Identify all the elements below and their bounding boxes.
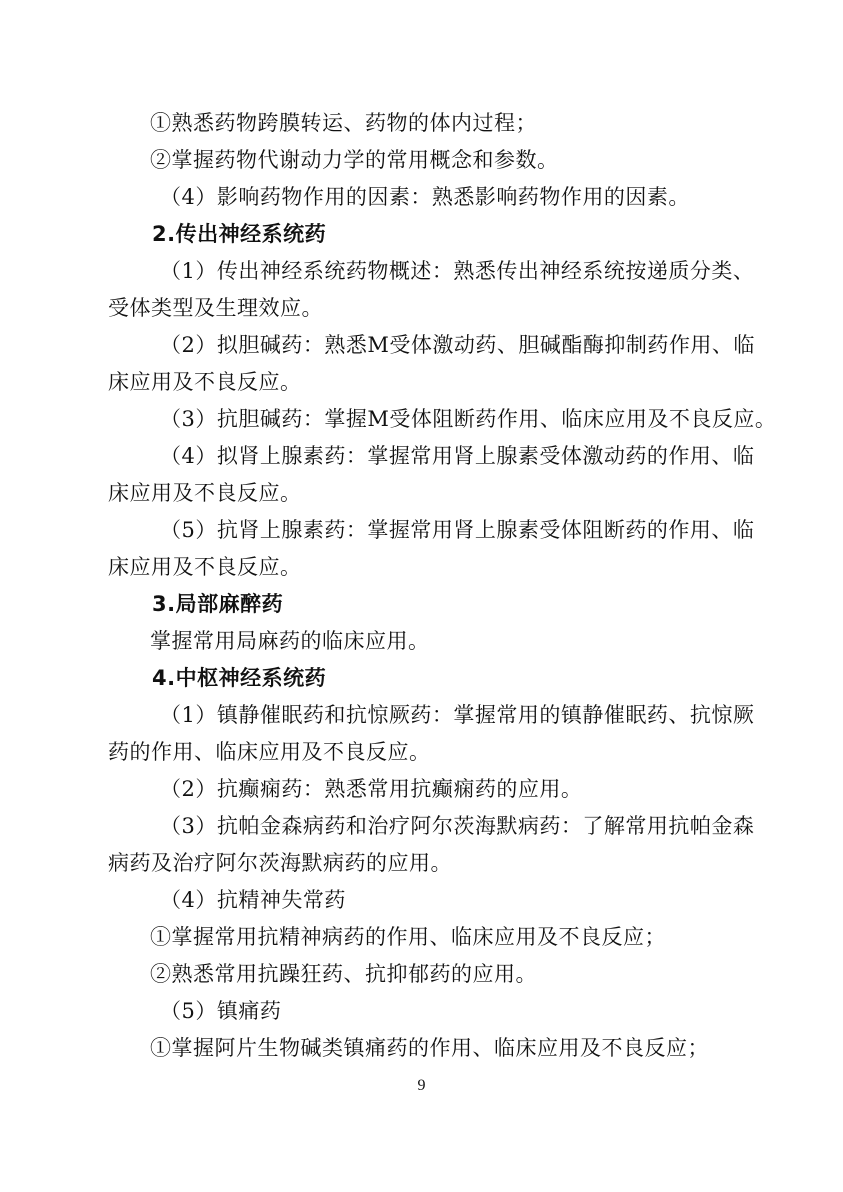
text-line: ①熟悉药物跨膜转运、药物的体内过程； [150,111,537,135]
text-line: 掌握常用局麻药的临床应用。 [150,629,430,653]
text-line: （1）传出神经系统药物概述：熟悉传出神经系统按递质分类、 [160,259,755,283]
text-line: ①掌握常用抗精神病药的作用、临床应用及不良反应； [150,925,666,949]
text-line: （3）抗帕金森病药和治疗阿尔茨海默病药：了解常用抗帕金森 [160,814,755,838]
page-number: 9 [417,1077,426,1094]
text-line: 病药及治疗阿尔茨海默病药的应用。 [108,851,452,875]
text-line: ②熟悉常用抗躁狂药、抗抑郁药的应用。 [150,962,537,986]
text-line: （3）抗胆碱药：掌握M受体阻断药作用、临床应用及不良反应。 [160,407,777,431]
text-line: ②掌握药物代谢动力学的常用概念和参数。 [150,148,559,172]
text-line: （2）拟胆碱药：熟悉M受体激动药、胆碱酯酶抑制药作用、临 [160,333,755,357]
section-heading: 3.局部麻醉药 [152,592,284,616]
text-line: 床应用及不良反应。 [108,481,302,505]
text-line: 药的作用、临床应用及不良反应。 [108,740,431,764]
text-line: （4）拟肾上腺素药：掌握常用肾上腺素受体激动药的作用、临 [160,444,755,468]
text-line: 床应用及不良反应。 [108,370,302,394]
text-line: （1）镇静催眠药和抗惊厥药：掌握常用的镇静催眠药、抗惊厥 [160,703,755,727]
text-line: 床应用及不良反应。 [108,555,302,579]
text-line: （4）抗精神失常药 [160,888,346,912]
text-line: 受体类型及生理效应。 [108,296,323,320]
text-line: （4）影响药物作用的因素：熟悉影响药物作用的因素。 [160,185,690,209]
text-line: ①掌握阿片生物碱类镇痛药的作用、临床应用及不良反应； [150,1036,709,1060]
text-line: （5）镇痛药 [160,999,282,1023]
text-line: （5）抗肾上腺素药：掌握常用肾上腺素受体阻断药的作用、临 [160,518,755,542]
text-line: （2）抗癫痫药：熟悉常用抗癫痫药的应用。 [160,777,583,801]
section-heading: 4.中枢神经系统药 [152,666,327,690]
section-heading: 2.传出神经系统药 [152,222,327,246]
